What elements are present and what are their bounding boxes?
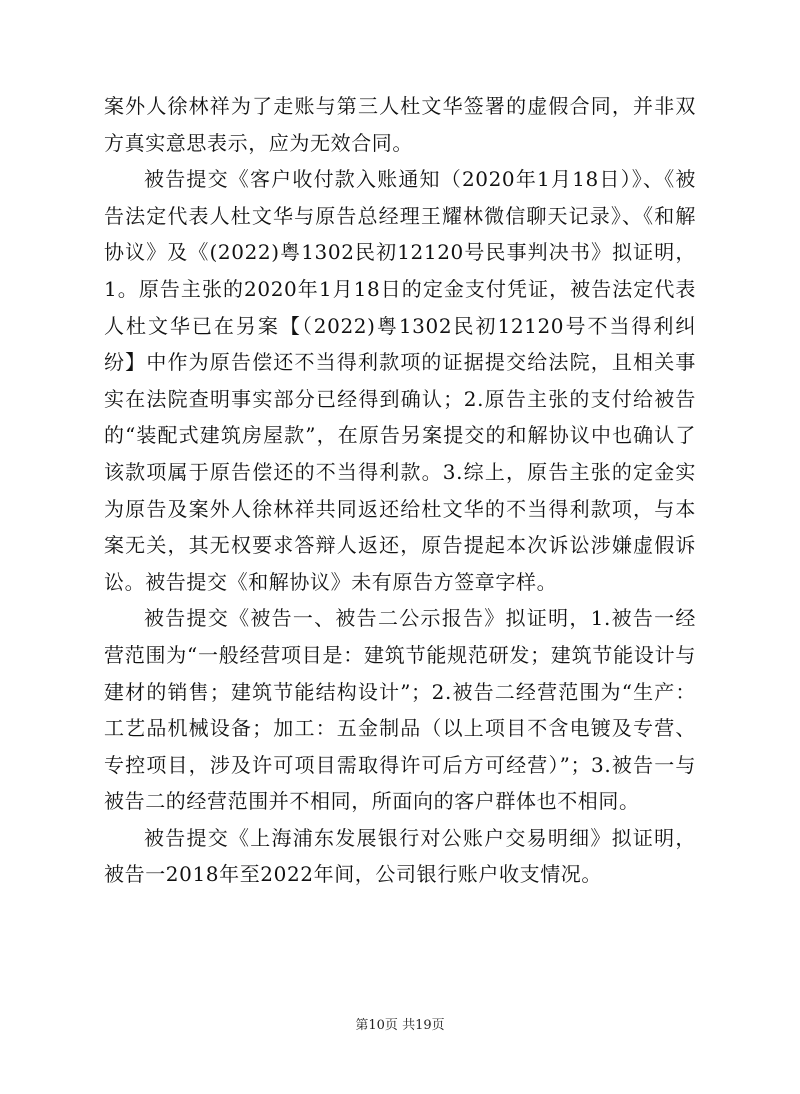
- paragraph-1: 案外人徐林祥为了走账与第三人杜文华签署的虚假合同，并非双方真实意思表示，应为无效合同。: [104, 94, 696, 155]
- page-number-footer: 第10页 共19页: [355, 1018, 445, 1033]
- paragraph-2: 被告提交《客户收付款入账通知（2020年1月18日）》、《被告法定代表人杜文华与原告总经理王耀林微信聊天记录》、《和解协议》及《(2022)粤1302民初12120号民事判决书》拟证明，1。原告主张的2020年1月18日的定金支付凭证，被告法定代表人杜文华已在另案【（2022)粤1302民初12120号不当得利纠纷】中作为原告偿还不当得利款项的证据提交给法院，且相关事实在法院查明事实部分已经得到确认；2.原告主张的支付给被告的“装配式建筑房屋款”，在原告另案提交的和解协议中也确认了该款项属于原告偿还的不当得利款。3.综上，原告主张的定金实为原告及案外人徐林祥共同返还给杜文华的不当得利款项，与本案无关，其无权要求答辩人返还，原告提起本次诉讼涉嫌虚假诉讼。被告提交《和解协议》未有原告方签章字样。: [104, 167, 696, 594]
- paragraph-4: 被告提交《上海浦东发展银行对公账户交易明细》拟证明，被告一2018年至2022年间，公司银行账户收支情况。: [104, 825, 696, 887]
- document-body: [104, 88, 696, 893]
- paragraph-3: 被告提交《被告一、被告二公示报告》拟证明，1.被告一经营范围为“一般经营项目是：建筑节能规范研发；建筑节能设计与建材的销售；建筑节能结构设计”；2.被告二经营范围为“生产：工艺品机械设备；加工：五金制品（以上项目不含电镀及专营、专控项目，涉及许可项目需取得许可后方可经营）”；3.被告一与被告二的经营范围并不相同，所面向的客户群体也不相同。: [104, 606, 696, 814]
